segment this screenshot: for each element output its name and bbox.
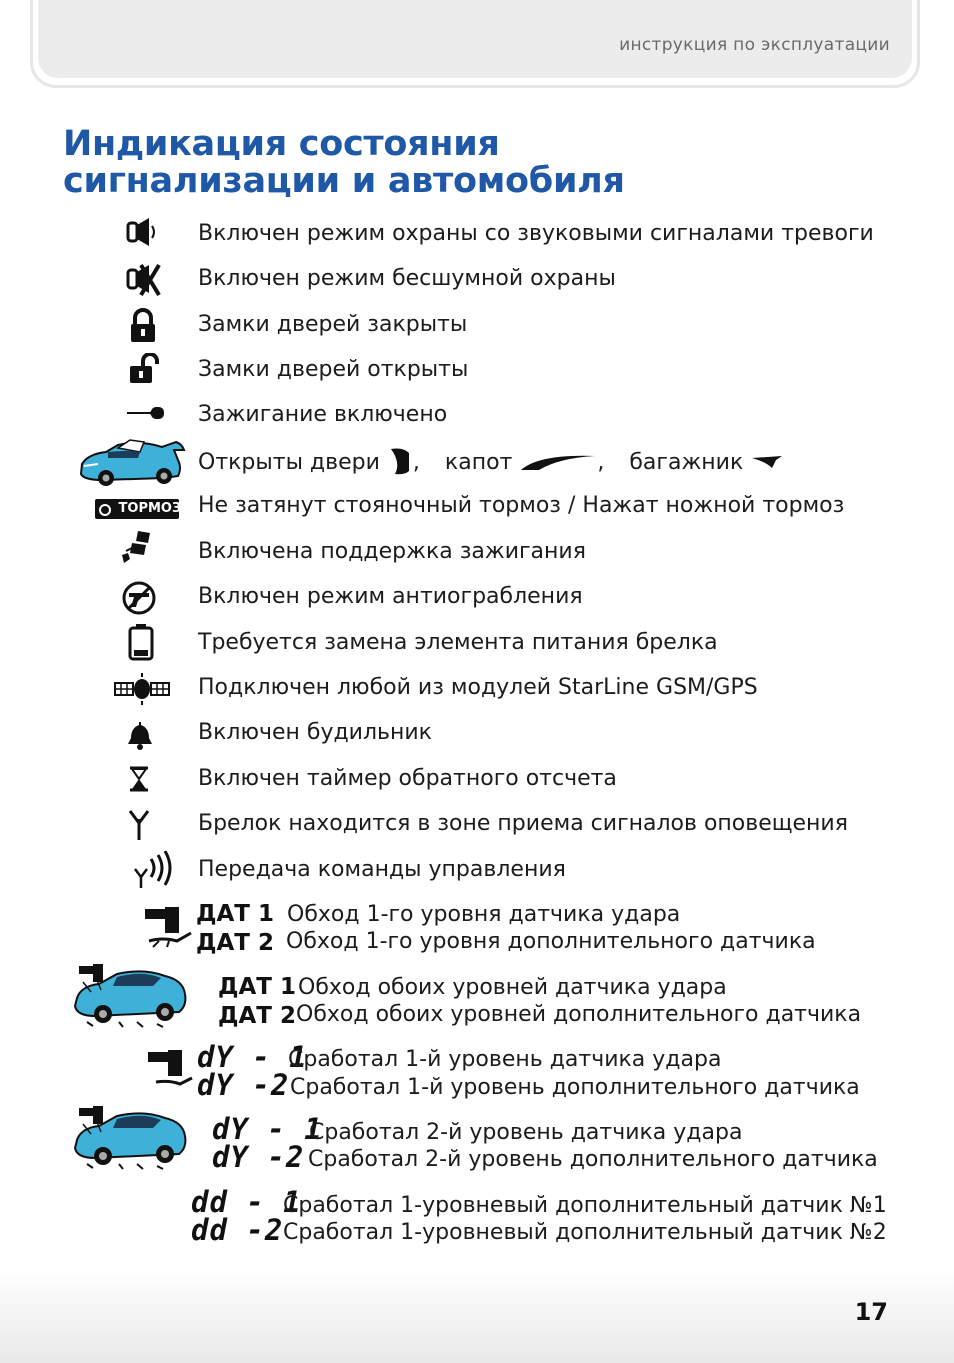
row-ignition-on: Зажигание включено [198,402,448,427]
bell-icon [125,720,155,750]
sensor-code: dY - 1 [197,1040,308,1074]
sensor-description: Обход обоих уровней дополнительного датчика [296,1002,862,1027]
satellite-icon [113,673,171,705]
row-alarm-clock: Включен будильник [198,720,432,745]
hourglass-icon [128,766,150,792]
comma: , [412,450,420,475]
hood-icon [519,452,597,472]
row-gsm-gps: Подключен любой из модулей StarLine GSM/GPS [198,675,758,700]
hammer-icon [146,1048,196,1092]
sensor-description: Сработал 1-й уровень дополнительного датчика [290,1075,860,1100]
sensor-description: Обход 1-го уровня датчика удара [287,902,681,927]
car-shock-icon [73,1104,189,1170]
speaker-icon [125,216,161,248]
row-notification-zone: Брелок находится в зоне приема сигналов оповещения [198,811,848,836]
brake-icon [95,499,182,519]
lock-closed-icon [128,308,158,344]
antenna-transmit-icon [133,851,183,889]
doors-label: Открыты двери [198,450,380,475]
footer [0,1268,954,1363]
row-countdown: Включен таймер обратного отсчета [198,766,617,791]
row-antirobbery: Включен режим антиограбления [198,584,583,609]
sensor-description: Сработал 2-й уровень датчика удара [309,1120,743,1145]
row-brake: Не затянут стояночный тормоз / Нажат ножной тормоз [198,493,845,518]
sensor-code: ДАТ 2 [218,1003,296,1029]
car-open-icon [78,438,186,488]
brake-badge-text: ТОРМОЗ [118,501,182,516]
row-battery: Требуется замена элемента питания брелка [198,630,718,655]
sensor-description: Сработал 2-й уровень дополнительного датчика [308,1147,878,1172]
row-alarm-sound: Включен режим охраны со звуковыми сигналами тревоги [198,221,874,246]
sensor-description: Сработал 1-й уровень датчика удара [288,1047,722,1072]
row-doors-unlocked: Замки дверей открыты [198,357,469,382]
header-text: инструкция по эксплуатации [619,35,890,55]
sensor-description: Обход 1-го уровня дополнительного датчика [286,929,816,954]
row-doors-locked: Замки дверей закрыты [198,312,468,337]
page-number: 17 [854,1298,888,1326]
antirobbery-icon [121,580,157,616]
speaker-muted-icon [125,261,161,297]
lock-open-icon [128,353,160,385]
sensor-code: dd - 1 [191,1185,302,1219]
sensor-code: ДАТ 2 [196,930,274,956]
ignition-support-icon [120,529,154,565]
hammer-icon [143,903,195,949]
door-icon [387,447,413,475]
sensor-code: dY - 1 [212,1112,323,1146]
sensor-description: Сработал 1-уровневый дополнительный датчик №2 [283,1220,887,1245]
row-silent-mode: Включен режим бесшумной охраны [198,266,616,291]
comma: , [597,450,605,475]
row-ignition-support: Включена поддержка зажигания [198,539,586,564]
sensor-code: dY -2 [197,1068,290,1102]
sensor-code: dY -2 [212,1140,305,1174]
sensor-description: Обход обоих уровней датчика удара [298,975,727,1000]
antenna-icon [128,809,150,841]
title-line-2: сигнализации и автомобиля [63,161,625,201]
hood-label: капот [444,450,513,475]
sensor-code: ДАТ 1 [218,974,296,1000]
car-shock-icon [73,962,189,1028]
row-transmit: Передача команды управления [198,857,566,882]
battery-icon [128,623,154,661]
key-icon [126,404,166,422]
row-open-parts [198,447,784,477]
page-title [63,126,625,200]
trunk-label: багажник [629,450,744,475]
sensor-code: ДАТ 1 [196,901,274,927]
sensor-description: Сработал 1-уровневый дополнительный датчик №1 [283,1193,887,1218]
sensor-code: dd -2 [191,1213,284,1247]
title-line-1: Индикация состояния [63,124,500,164]
trunk-icon [750,452,784,472]
